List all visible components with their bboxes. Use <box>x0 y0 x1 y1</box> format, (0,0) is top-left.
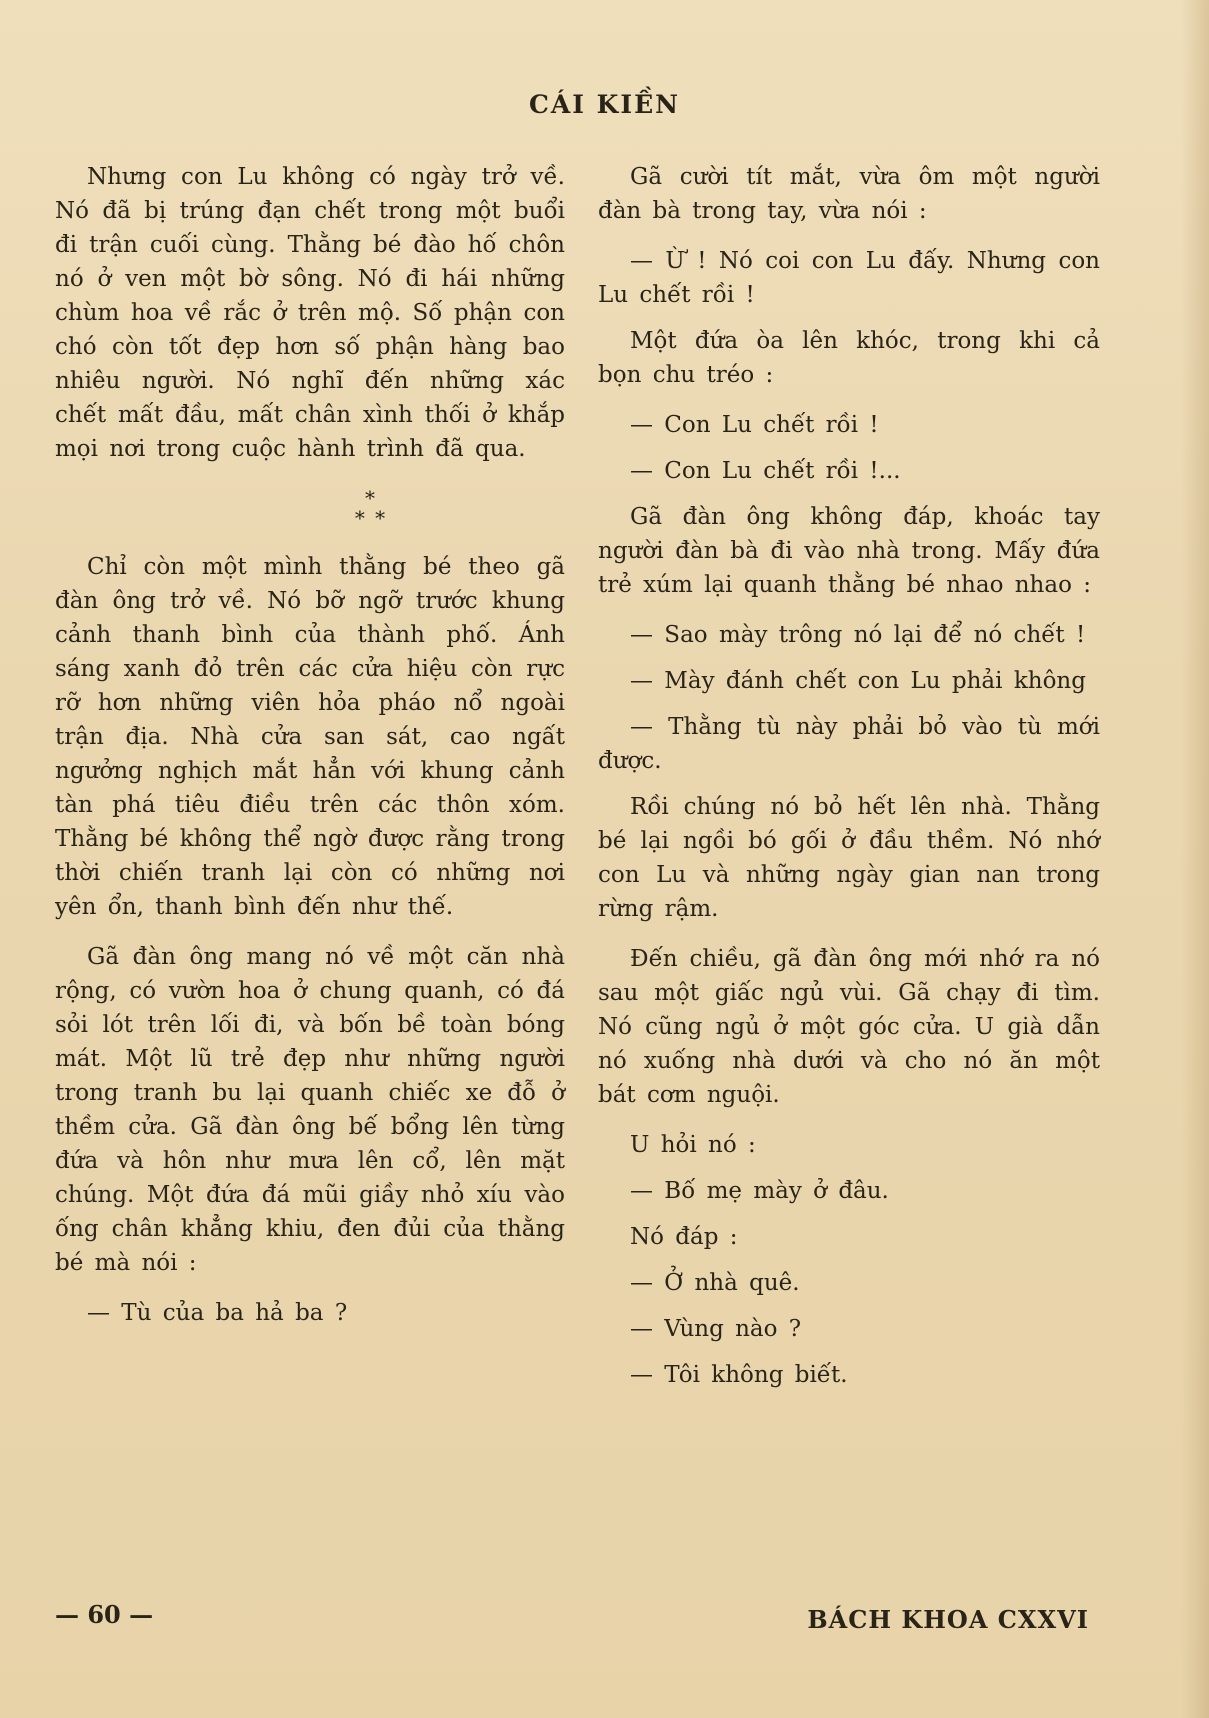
section-separator <box>55 488 565 528</box>
paragraph: Rồi chúng nó bỏ hết lên nhà. Thằng bé lại ngồi bó gối ở đầu thềm. Nó nhớ con Lu và những ngày gian nan trong rừng rậm. <box>598 794 1100 922</box>
dialogue-line: — Tù của ba hả ba ? <box>87 1300 348 1326</box>
paragraph: Một đứa òa lên khóc, trong khi cả bọn chu tréo : <box>598 328 1100 388</box>
page-title: CÁI KIỀN <box>528 90 681 119</box>
separator-star-top: * <box>365 486 375 510</box>
paragraph: Chỉ còn một mình thằng bé theo gã đàn ông trở về. Nó bỡ ngỡ trước khung cảnh thanh bình của thành phố. Ánh sáng xanh đỏ trên các cửa hiệu còn rực rỡ hơn những viên hỏa pháo nổ ngoài trận địa. Nhà cửa san sát, cao ngất ngưởng nghịch mắt hẳn với khung cảnh tàn phá tiêu điều trên các thôn xóm. Thằng bé không thể ngờ được rằng trong thời chiến tranh lại còn có những nơi yên ổn, thanh bình đến như thế. <box>55 554 565 920</box>
dialogue-line: — Con Lu chết rồi !... <box>630 458 901 484</box>
left-column <box>55 160 565 1342</box>
paragraph: Đến chiều, gã đàn ông mới nhớ ra nó sau một giấc ngủ vùi. Gã chạy đi tìm. Nó cũng ngủ ở một góc cửa. U già dẫn nó xuống nhà dưới và cho nó ăn một bát cơm nguội. <box>598 946 1100 1108</box>
paragraph: Nhưng con Lu không có ngày trở về. Nó đã bị trúng đạn chết trong một buổi đi trận cuối cùng. Thằng bé đào hố chôn nó ở ven một bờ sông. Nó đi hái những chùm hoa về rắc ở trên mộ. Số phận con chó còn tốt đẹp hơn số phận hàng bao nhiêu người. Nó nghĩ đến những xác chết mất đầu, mất chân xình thối ở khắp mọi nơi trong cuộc hành trình đã qua. <box>55 164 565 462</box>
dialogue-line: — Con Lu chết rồi ! <box>630 412 879 438</box>
paragraph: Gã đàn ông mang nó về một căn nhà rộng, có vườn hoa ở chung quanh, có đá sỏi lót trên lối đi, và bốn bề toàn bóng mát. Một lũ trẻ đẹp như những người trong tranh bu lại quanh chiếc xe đỗ ở thềm cửa. Gã đàn ông bế bổng lên từng đứa và hôn như mưa lên cổ, lên mặt chúng. Một đứa đá mũi giầy nhỏ xíu vào ống chân khẳng khiu, đen đủi của thằng bé mà nói : <box>55 944 565 1276</box>
separator-star-bottom: * * <box>354 506 386 530</box>
page-number: — 60 — <box>55 1600 154 1629</box>
paragraph: Gã cười tít mắt, vừa ôm một người đàn bà trong tay, vừa nói : <box>598 164 1100 224</box>
dialogue-line: — Ở nhà quê. <box>630 1270 800 1296</box>
dialogue-line: — Thằng tù này phải bỏ vào tù mới được. <box>598 714 1100 774</box>
paragraph: Nó đáp : <box>630 1224 738 1250</box>
dialogue-line: — Tôi không biết. <box>630 1362 848 1388</box>
publication-name: BÁCH KHOA CXXVI <box>807 1605 1089 1634</box>
dialogue-line: — Mày đánh chết con Lu phải không <box>630 668 1086 694</box>
dialogue-line: — Bố mẹ mày ở đâu. <box>630 1178 889 1204</box>
right-column <box>598 160 1100 1404</box>
paragraph: Gã đàn ông không đáp, khoác tay người đàn bà đi vào nhà trong. Mấy đứa trẻ xúm lại quanh thằng bé nhao nhao : <box>598 504 1100 598</box>
paragraph: U hỏi nó : <box>630 1132 756 1158</box>
dialogue-line: — Ừ ! Nó coi con Lu đấy. Nhưng con Lu chết rồi ! <box>598 248 1100 308</box>
page-edge-shadow <box>1181 0 1209 1718</box>
dialogue-line: — Vùng nào ? <box>630 1316 802 1342</box>
dialogue-line: — Sao mày trông nó lại để nó chết ! <box>630 622 1086 648</box>
